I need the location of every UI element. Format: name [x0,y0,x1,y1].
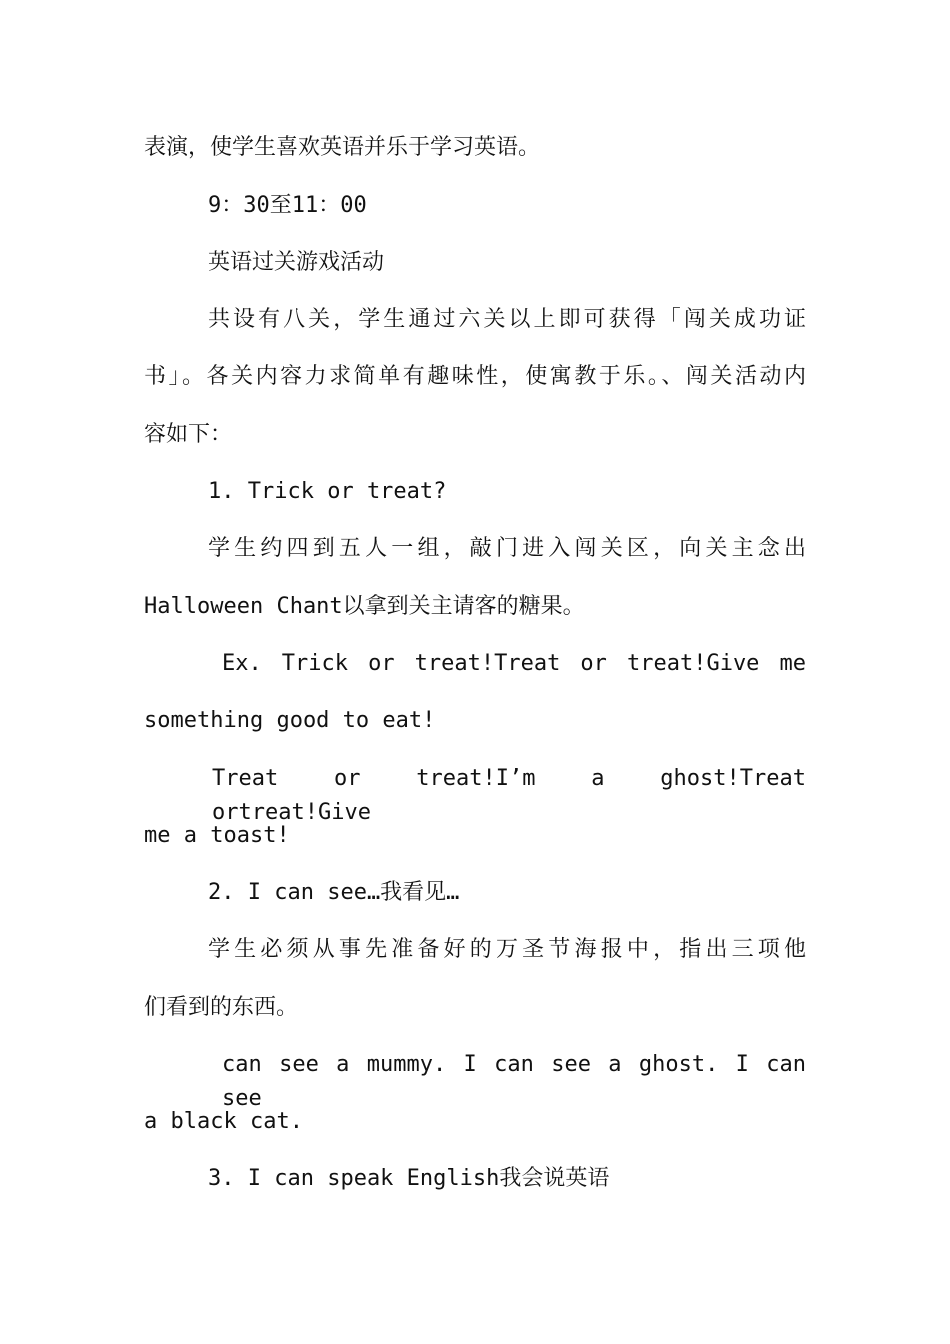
example-line: Ex. Trick or treat!Treat or treat!Give me [222,651,806,676]
activity-title: 2. I can see…我看见… [208,880,460,905]
activity-title: 3. I can speak English我会说英语 [208,1166,610,1191]
paragraph-line: 表演，使学生喜欢英语并乐于学习英语。 [144,135,541,160]
time-range: 9：30至11：00 [208,193,367,218]
paragraph-line: Halloween Chant以拿到关主请客的糖果。 [144,594,585,619]
paragraph-line: 书」。各关内容力求简单有趣味性，使寓教于乐。、闯关活动内 [144,364,806,389]
section-heading: 英语过关游戏活动 [208,250,385,275]
paragraph-line: 学生约四到五人一组，敲门进入闯关区，向关主念出 [208,536,806,561]
example-line: me a toast! [144,823,290,848]
example-line: can see a mummy. I can see a ghost. I can see [222,1052,806,1111]
activity-title: 1. Trick or treat? [208,479,447,504]
paragraph-line: 们看到的东西。 [144,995,299,1020]
paragraph-line: 学生必须从事先准备好的万圣节海报中，指出三项他 [208,937,806,962]
example-line: something good to eat! [144,708,436,733]
paragraph-line: 容如下： [144,422,233,447]
paragraph-line: 共设有八关，学生通过六关以上即可获得「闯关成功证 [208,307,806,332]
example-line: Treat or treat!I’m a ghost!Treat ortreat!Give [212,766,806,825]
example-line: a black cat. [144,1109,303,1134]
